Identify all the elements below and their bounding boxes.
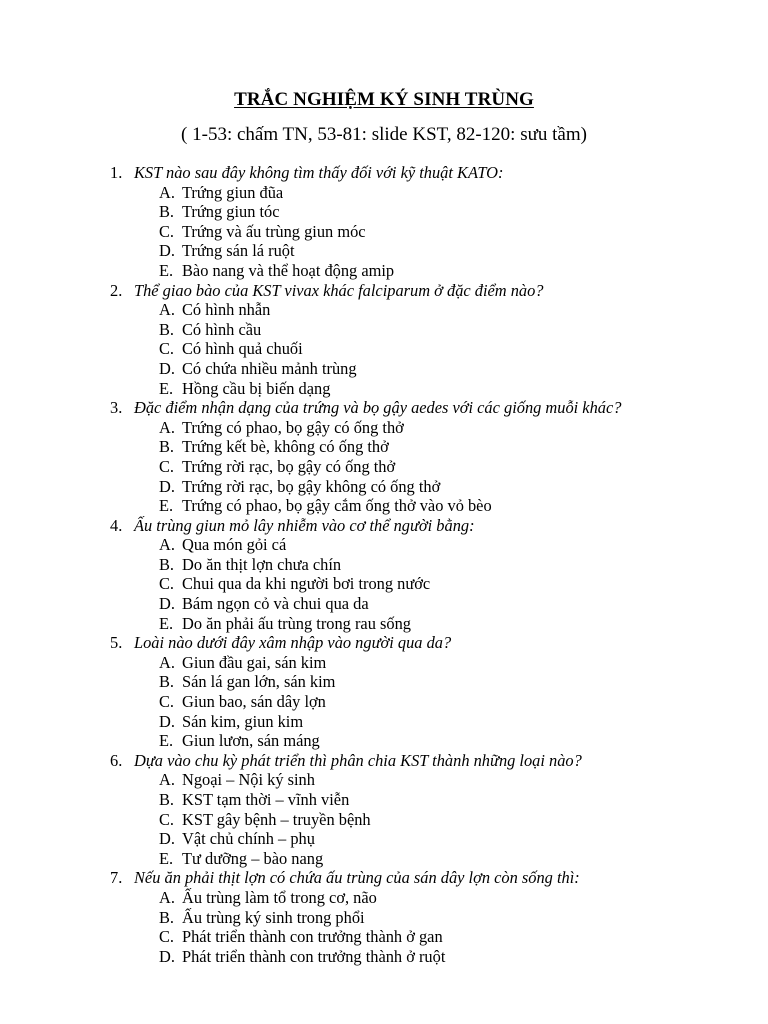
- option-letter: E.: [159, 378, 174, 398]
- option-letter: B.: [159, 319, 175, 339]
- option-letter: A.: [159, 770, 175, 790]
- answer-option: [0, 849, 768, 869]
- option-letter: B.: [159, 202, 175, 222]
- option-letter: D.: [159, 241, 175, 261]
- question-number: 5.: [110, 633, 123, 653]
- option-letter: D.: [159, 711, 175, 731]
- answer-option: [0, 379, 768, 399]
- option-letter: B.: [159, 672, 175, 692]
- option-text: Phát triển thành con trưởng thành ở gan: [182, 927, 443, 947]
- option-text: Trứng có phao, bọ gậy có ống thở: [182, 417, 404, 437]
- answer-option: [0, 457, 768, 477]
- answer-option: [0, 535, 768, 555]
- question-number: 6.: [110, 750, 123, 770]
- answer-option: [0, 947, 768, 967]
- option-text: Có hình quả chuối: [182, 339, 303, 359]
- question-number: 4.: [110, 515, 123, 535]
- option-text: Ấu trùng làm tổ trong cơ, não: [182, 887, 377, 907]
- answer-option: [0, 731, 768, 751]
- answer-option: [0, 555, 768, 575]
- answer-option: [0, 692, 768, 712]
- answer-option: [0, 477, 768, 497]
- option-letter: D.: [159, 829, 175, 849]
- answer-option: [0, 908, 768, 928]
- option-text: Do ăn thịt lợn chưa chín: [182, 554, 342, 574]
- option-text: Trứng rời rạc, bọ gậy không có ống thở: [182, 476, 441, 496]
- option-text: Trứng kết bè, không có ống thở: [182, 437, 389, 457]
- question-list: [0, 163, 768, 966]
- option-text: Sán lá gan lớn, sán kim: [182, 672, 336, 692]
- option-text: Vật chủ chính – phụ: [182, 829, 315, 849]
- answer-option: [0, 300, 768, 320]
- option-text: Giun bao, sán dây lợn: [182, 692, 326, 712]
- option-letter: D.: [159, 476, 175, 496]
- option-letter: C.: [159, 221, 175, 241]
- option-letter: A.: [159, 300, 175, 320]
- answer-option: [0, 790, 768, 810]
- question-item: [0, 633, 768, 653]
- question-item: [0, 398, 768, 418]
- answer-option: [0, 574, 768, 594]
- question-number: 7.: [110, 868, 123, 888]
- option-text: Trứng và ấu trùng giun móc: [182, 221, 366, 241]
- question-text: Đặc điểm nhận dạng của trứng và bọ gậy aedes với các giống muỗi khác?: [134, 398, 622, 418]
- option-text: Có chứa nhiều mảnh trùng: [182, 358, 357, 378]
- answer-option: [0, 496, 768, 516]
- option-text: KST tạm thời – vĩnh viễn: [182, 790, 350, 809]
- option-text: Trứng rời rạc, bọ gậy có ống thở: [182, 456, 396, 476]
- answer-option: [0, 712, 768, 732]
- answer-option: [0, 339, 768, 359]
- option-text: Hồng cầu bị biến dạng: [182, 378, 331, 398]
- answer-option: [0, 810, 768, 830]
- option-letter: A.: [159, 182, 175, 202]
- option-letter: B.: [159, 554, 175, 574]
- question-item: [0, 163, 768, 183]
- option-letter: D.: [159, 594, 175, 614]
- option-letter: D.: [159, 358, 175, 378]
- option-letter: A.: [159, 535, 175, 555]
- option-text: Chui qua da khi người bơi trong nước: [182, 574, 431, 594]
- question-number: 2.: [110, 280, 123, 300]
- question-item: [0, 516, 768, 536]
- option-text: Ấu trùng ký sinh trong phổi: [182, 907, 365, 927]
- option-letter: A.: [159, 887, 175, 907]
- document-subtitle: ( 1-53: chấm TN, 53-81: slide KST, 82-120: sưu tầm): [181, 124, 587, 145]
- option-text: Giun đầu gai, sán kim: [182, 652, 327, 672]
- option-letter: C.: [159, 927, 175, 947]
- option-letter: E.: [159, 731, 174, 751]
- option-text: Trứng có phao, bọ gậy cắm ống thở vào vỏ bèo: [182, 496, 492, 516]
- answer-option: [0, 594, 768, 614]
- answer-option: [0, 672, 768, 692]
- question-text: Loài nào dưới đây xâm nhập vào người qua da?: [134, 633, 452, 653]
- option-letter: C.: [159, 692, 175, 712]
- answer-option: [0, 437, 768, 457]
- answer-option: [0, 202, 768, 222]
- option-text: Phát triển thành con trưởng thành ở ruột: [182, 946, 446, 966]
- option-letter: B.: [159, 437, 175, 457]
- option-letter: B.: [159, 790, 175, 809]
- option-letter: B.: [159, 907, 175, 927]
- option-text: Có hình cầu: [182, 319, 262, 339]
- answer-option: [0, 829, 768, 849]
- answer-option: [0, 241, 768, 261]
- option-text: Tư dưỡng – bào nang: [182, 848, 324, 868]
- option-text: Bào nang và thể hoạt động amip: [182, 260, 395, 280]
- option-letter: A.: [159, 417, 175, 437]
- option-text: Có hình nhẫn: [182, 300, 271, 320]
- option-text: Bám ngọn cỏ và chui qua da: [182, 594, 369, 614]
- question-number: 3.: [110, 398, 123, 418]
- answer-option: [0, 418, 768, 438]
- answer-option: [0, 770, 768, 790]
- question-item: [0, 281, 768, 301]
- document-title: TRẮC NGHIỆM KÝ SINH TRÙNG: [234, 89, 534, 110]
- question-item: [0, 868, 768, 888]
- question-number: 1.: [110, 163, 123, 182]
- option-text: Giun lươn, sán máng: [182, 731, 320, 751]
- option-text: Ngoại – Nội ký sinh: [182, 770, 315, 790]
- option-letter: E.: [159, 496, 174, 516]
- option-text: Trứng sán lá ruột: [182, 241, 295, 261]
- option-text: KST gây bệnh – truyền bệnh: [182, 809, 371, 829]
- answer-option: [0, 183, 768, 203]
- answer-option: [0, 359, 768, 379]
- answer-option: [0, 320, 768, 340]
- question-text: Dựa vào chu kỳ phát triển thì phân chia KST thành những loại nào?: [134, 750, 582, 770]
- answer-option: [0, 927, 768, 947]
- option-letter: C.: [159, 339, 175, 359]
- question-text: KST nào sau đây không tìm thấy đối với kỹ thuật KATO:: [134, 163, 504, 182]
- option-letter: E.: [159, 848, 174, 868]
- question-item: [0, 751, 768, 771]
- answer-option: [0, 653, 768, 673]
- answer-option: [0, 222, 768, 242]
- option-letter: C.: [159, 574, 175, 594]
- question-text: Ấu trùng giun mỏ lây nhiễm vào cơ thể người bằng:: [134, 515, 475, 535]
- answer-option: [0, 261, 768, 281]
- option-text: Do ăn phải ấu trùng trong rau sống: [182, 613, 411, 633]
- option-text: Trứng giun đũa: [182, 182, 284, 202]
- option-letter: E.: [159, 260, 174, 280]
- option-text: Trứng giun tóc: [182, 202, 280, 222]
- option-text: Qua món gỏi cá: [182, 535, 287, 555]
- answer-option: [0, 888, 768, 908]
- option-letter: C.: [159, 456, 175, 476]
- answer-option: [0, 614, 768, 634]
- question-text: Nếu ăn phải thịt lợn có chứa ấu trùng của sán dây lợn còn sống thì:: [134, 868, 580, 888]
- option-letter: C.: [159, 809, 175, 829]
- question-text: Thể giao bào của KST vivax khác falciparum ở đặc điểm nào?: [134, 280, 544, 300]
- option-letter: A.: [159, 652, 175, 672]
- option-text: Sán kim, giun kim: [182, 711, 304, 731]
- option-letter: D.: [159, 946, 175, 966]
- option-letter: E.: [159, 613, 174, 633]
